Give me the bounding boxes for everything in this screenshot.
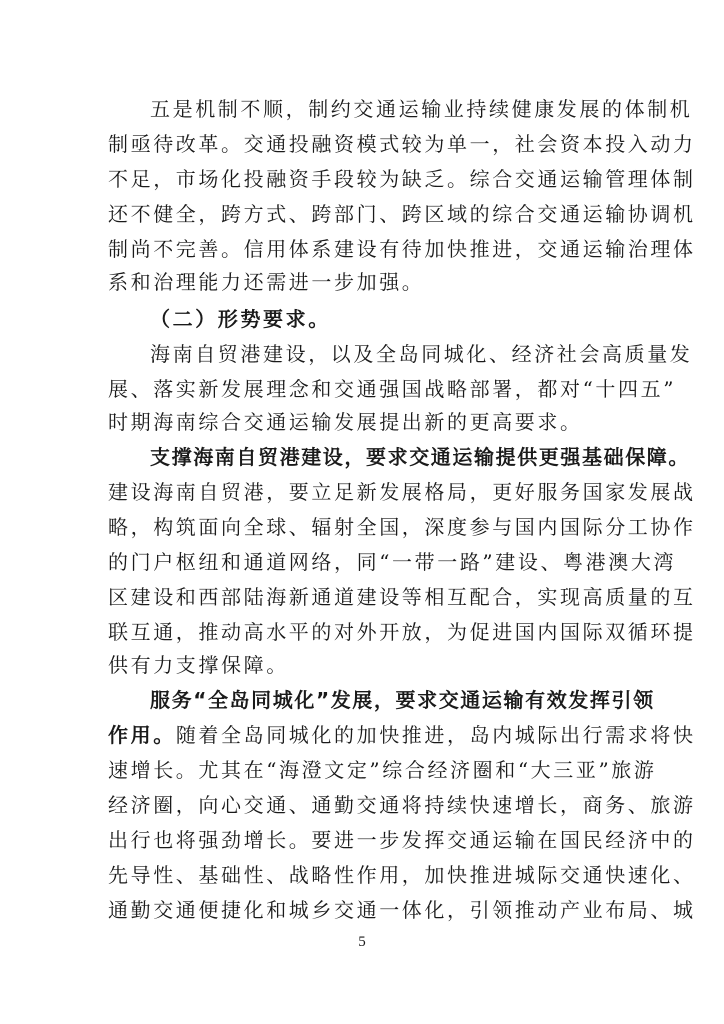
paragraph-line: 略，构筑面向全球、辐射全国，深度参与国内国际分工协作 — [108, 515, 696, 539]
paragraph-line: 展、落实新发展理念和交通强国战略部署，都对“十四五” — [108, 377, 677, 401]
paragraph-line: 时期海南综合交通运输发展提出新的更高要求。 — [108, 410, 583, 434]
paragraph-line: 经济圈，向心交通、通勤交通将持续快速增长，商务、旅游 — [108, 793, 696, 817]
paragraph-line: 五是机制不顺，制约交通运输业持续健康发展的体制机 — [150, 97, 693, 121]
section-heading: （二）形势要求。 — [150, 307, 331, 331]
paragraph-line: 制尚不完善。信用体系建设有待加快推进，交通运输治理体 — [108, 237, 696, 261]
paragraph-line: 通勤交通便捷化和城乡交通一体化，引领推动产业布局、城 — [108, 898, 696, 922]
paragraph-line: 先导性、基础性、战略性作用，加快推进城际交通快速化、 — [108, 863, 696, 887]
bold-lead-sentence: 服务“全岛同城化”发展，要求交通运输有效发挥引领 — [150, 688, 655, 712]
paragraph-line — [108, 722, 696, 748]
paragraph-line: 系和治理能力还需进一步加强。 — [108, 270, 425, 294]
page-number: 5 — [358, 934, 366, 950]
paragraph-line: 联互通，推动高水平的对外开放，为促进国内国际双循环提 — [108, 620, 696, 644]
paragraph-line: 建设海南自贸港，要立足新发展格局，更好服务国家发展战 — [108, 480, 696, 504]
bold-lead-sentence-end: 作用。 — [108, 723, 176, 747]
paragraph-line: 还不健全，跨方式、跨部门、跨区域的综合交通运输协调机 — [108, 202, 696, 226]
bold-lead-sentence: 支撑海南自贸港建设，要求交通运输提供更强基础保障。 — [150, 445, 690, 469]
paragraph-line: 不足，市场化投融资手段较为缺乏。综合交通运输管理体制 — [108, 167, 696, 191]
paragraph-line: 供有力支撑保障。 — [108, 653, 289, 677]
paragraph-line: 海南自贸港建设，以及全岛同城化、经济社会高质量发 — [150, 342, 693, 366]
paragraph-line: 的门户枢纽和通道网络，同“一带一路”建设、粤港澳大湾 — [108, 550, 677, 574]
paragraph-line: 出行也将强劲增长。要进一步发挥交通运输在国民经济中的 — [108, 828, 696, 852]
paragraph-line: 速增长。尤其在“海澄文定”综合经济圈和“大三亚”旅游 — [108, 758, 657, 782]
paragraph-line: 区建设和西部陆海新通道建设等相互配合，实现高质量的互 — [108, 585, 696, 609]
paragraph-line-rest: 随着全岛同城化的加快推进，岛内城际出行需求将快 — [175, 723, 696, 747]
paragraph-line: 制亟待改革。交通投融资模式较为单一，社会资本投入动力 — [108, 132, 696, 156]
